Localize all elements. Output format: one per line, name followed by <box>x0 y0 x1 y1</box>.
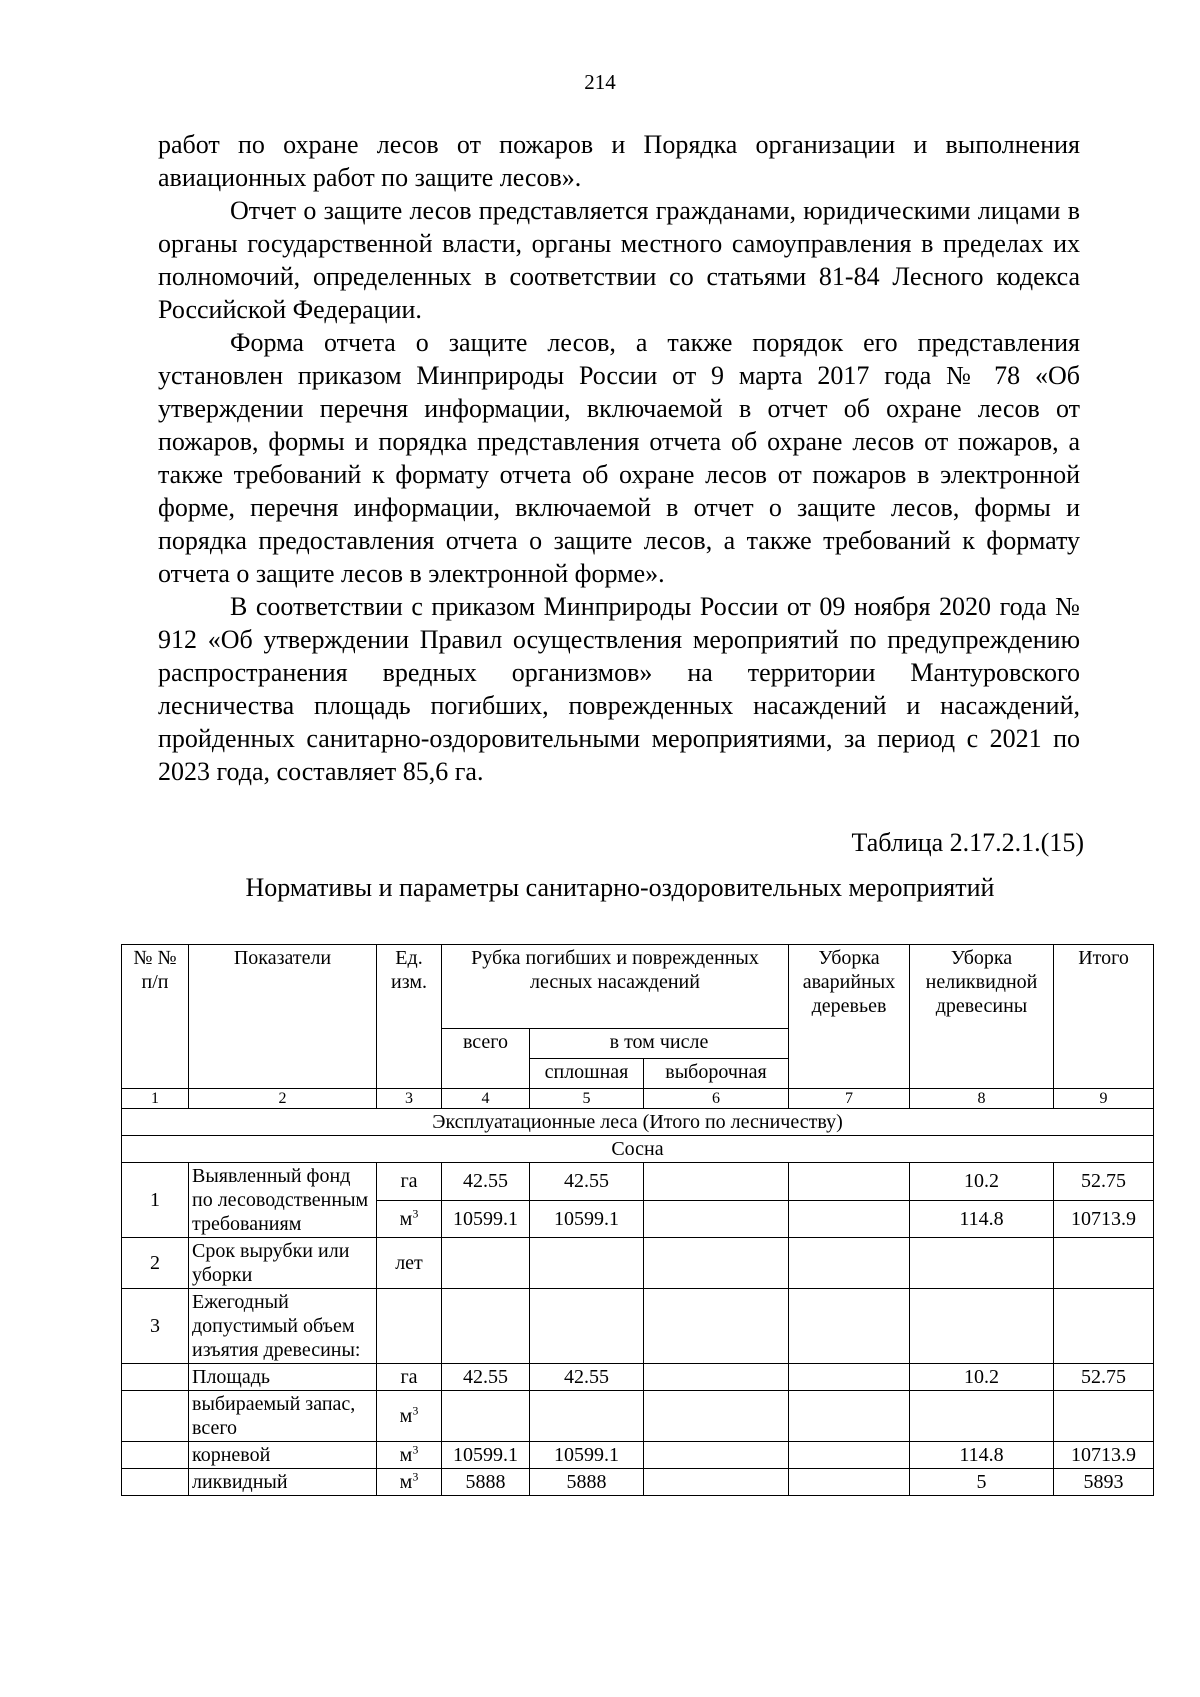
value-cell <box>644 1469 789 1496</box>
value-cell: 52.75 <box>1054 1364 1154 1391</box>
value-cell <box>1054 1289 1154 1364</box>
header-total: Итого <box>1054 945 1154 1089</box>
table-row <box>122 1442 1154 1469</box>
value-cell: 42.55 <box>442 1163 530 1201</box>
column-number: 6 <box>644 1089 789 1109</box>
table-row <box>122 1364 1154 1391</box>
value-cell <box>789 1469 910 1496</box>
value-cell <box>442 1238 530 1289</box>
column-number: 3 <box>377 1089 442 1109</box>
value-cell <box>442 1289 530 1364</box>
header-including: в том числе <box>530 1029 789 1059</box>
value-cell: 10599.1 <box>442 1200 530 1238</box>
norms-table <box>121 944 1154 1496</box>
header-selective: выборочная <box>644 1059 789 1089</box>
header-emergency: Уборка аварийных деревьев <box>789 945 910 1089</box>
header-all: всего <box>442 1029 530 1089</box>
paragraph: работ по охране лесов от пожаров и Порядка организации и выполнения авиационных работ по защите лесов». <box>158 130 1080 192</box>
value-cell: 114.8 <box>910 1200 1054 1238</box>
header-indicators: Показатели <box>189 945 377 1089</box>
row-label: Ежегодный допустимый объем изъятия древесины: <box>189 1289 377 1364</box>
unit-superscript: 3 <box>412 1206 419 1221</box>
value-cell <box>789 1364 910 1391</box>
column-number: 7 <box>789 1089 910 1109</box>
paragraph: Отчет о защите лесов представляется гражданами, юридическими лицами в органы государственной власти, органы местного самоуправления в пределах их полномочий, определенных в соответствии со статьями 81-84 Лесного кодекса Российской Федерации. <box>158 196 1080 324</box>
paragraph: Форма отчета о защите лесов, а также порядок его представления установлен приказом Минприроды России от 9 марта 2017 года № 78 «Об утверждении перечня информации, включаемой в отчет об охране лесов от пожаров, формы и порядка представления отчета об охране лесов от пожаров, а также требований к формату отчета об охране лесов от пожаров в электронной форме, перечня информации, включаемой в отчет о защите лесов, формы и порядка предоставления отчета о защите лесов, а также требований к формату отчета о защите лесов в электронной форме». <box>158 328 1080 588</box>
value-cell: 5 <box>910 1469 1054 1496</box>
row-label: выбираемый запас, всего <box>189 1391 377 1442</box>
column-number: 5 <box>530 1089 644 1109</box>
body-text <box>158 128 1080 788</box>
row-number <box>122 1442 189 1469</box>
table-row <box>122 1469 1154 1496</box>
value-cell: 5893 <box>1054 1469 1154 1496</box>
row-number <box>122 1469 189 1496</box>
value-cell <box>644 1442 789 1469</box>
row-label: корневой <box>189 1442 377 1469</box>
unit-cell <box>377 1391 442 1442</box>
row-label: Выявленный фонд по лесоводственным требованиям <box>189 1163 377 1238</box>
value-cell <box>789 1289 910 1364</box>
value-cell <box>789 1238 910 1289</box>
unit-cell <box>377 1442 442 1469</box>
header-unit: Ед. изм. <box>377 945 442 1089</box>
value-cell: 10.2 <box>910 1364 1054 1391</box>
row-number: 2 <box>122 1238 189 1289</box>
value-cell <box>644 1200 789 1238</box>
unit-cell: га <box>377 1163 442 1201</box>
row-number: 3 <box>122 1289 189 1364</box>
value-cell <box>789 1163 910 1201</box>
value-cell <box>644 1364 789 1391</box>
unit-cell <box>377 1469 442 1496</box>
value-cell: 42.55 <box>442 1364 530 1391</box>
unit-text: м <box>399 1207 413 1230</box>
column-number: 1 <box>122 1089 189 1109</box>
unit-cell <box>377 1289 442 1364</box>
row-label: Площадь <box>189 1364 377 1391</box>
column-number: 2 <box>189 1089 377 1109</box>
table-row <box>122 1163 1154 1201</box>
value-cell <box>644 1391 789 1442</box>
value-cell: 5888 <box>442 1469 530 1496</box>
value-cell <box>910 1238 1054 1289</box>
value-cell: 10713.9 <box>1054 1200 1154 1238</box>
value-cell <box>1054 1238 1154 1289</box>
value-cell <box>789 1200 910 1238</box>
unit-text: м <box>399 1405 413 1427</box>
value-cell <box>530 1391 644 1442</box>
value-cell <box>644 1289 789 1364</box>
row-number: 1 <box>122 1163 189 1238</box>
value-cell <box>1054 1391 1154 1442</box>
header-num: № № п/п <box>122 945 189 1089</box>
header-illiquid: Уборка неликвидной древесины <box>910 945 1054 1089</box>
value-cell: 42.55 <box>530 1364 644 1391</box>
value-cell: 52.75 <box>1054 1163 1154 1201</box>
table-row <box>122 1391 1154 1442</box>
row-number <box>122 1364 189 1391</box>
table-label: Таблица 2.17.2.1.(15) <box>851 828 1084 857</box>
paragraph: В соответствии с приказом Минприроды России от 09 ноября 2020 года № 912 «Об утверждении Правил осуществления мероприятий по предупреждению распространения вредных организмов» на территории Мантуровского лесничества площадь погибших, поврежденных насаждений и насаждений, пройденных санитарно-оздоровительными мероприятиями, за период с 2021 по 2023 года, составляет 85,6 га. <box>158 592 1080 786</box>
value-cell <box>789 1442 910 1469</box>
value-cell <box>530 1238 644 1289</box>
species-title: Сосна <box>122 1136 1154 1163</box>
header-clear: сплошная <box>530 1059 644 1089</box>
unit-cell: лет <box>377 1238 442 1289</box>
column-number: 4 <box>442 1089 530 1109</box>
table-row <box>122 1289 1154 1364</box>
page-number: 214 <box>584 70 616 94</box>
unit-cell <box>377 1200 442 1238</box>
unit-superscript: 3 <box>412 1442 419 1457</box>
value-cell <box>644 1163 789 1201</box>
section-title: Эксплуатационные леса (Итого по лесничеству) <box>122 1109 1154 1136</box>
column-number: 8 <box>910 1089 1054 1109</box>
value-cell: 10599.1 <box>530 1442 644 1469</box>
value-cell <box>910 1391 1054 1442</box>
unit-superscript: 3 <box>412 1403 419 1418</box>
value-cell <box>530 1289 644 1364</box>
value-cell: 10599.1 <box>442 1442 530 1469</box>
column-number: 9 <box>1054 1089 1154 1109</box>
value-cell <box>910 1289 1054 1364</box>
unit-cell: га <box>377 1364 442 1391</box>
value-cell: 10713.9 <box>1054 1442 1154 1469</box>
value-cell: 10.2 <box>910 1163 1054 1201</box>
value-cell: 5888 <box>530 1469 644 1496</box>
table-title: Нормативы и параметры санитарно-оздоровительных мероприятий <box>245 873 995 902</box>
value-cell: 114.8 <box>910 1442 1054 1469</box>
row-label: Срок вырубки или уборки <box>189 1238 377 1289</box>
value-cell: 42.55 <box>530 1163 644 1201</box>
header-felling: Рубка погибших и поврежденных лесных насаждений <box>442 945 789 1029</box>
value-cell: 10599.1 <box>530 1200 644 1238</box>
table-row <box>122 1238 1154 1289</box>
value-cell <box>789 1391 910 1442</box>
unit-superscript: 3 <box>412 1469 419 1484</box>
row-number <box>122 1391 189 1442</box>
unit-text: м <box>399 1444 413 1466</box>
value-cell <box>442 1391 530 1442</box>
value-cell <box>644 1238 789 1289</box>
unit-text: м <box>399 1471 413 1493</box>
row-label: ликвидный <box>189 1469 377 1496</box>
